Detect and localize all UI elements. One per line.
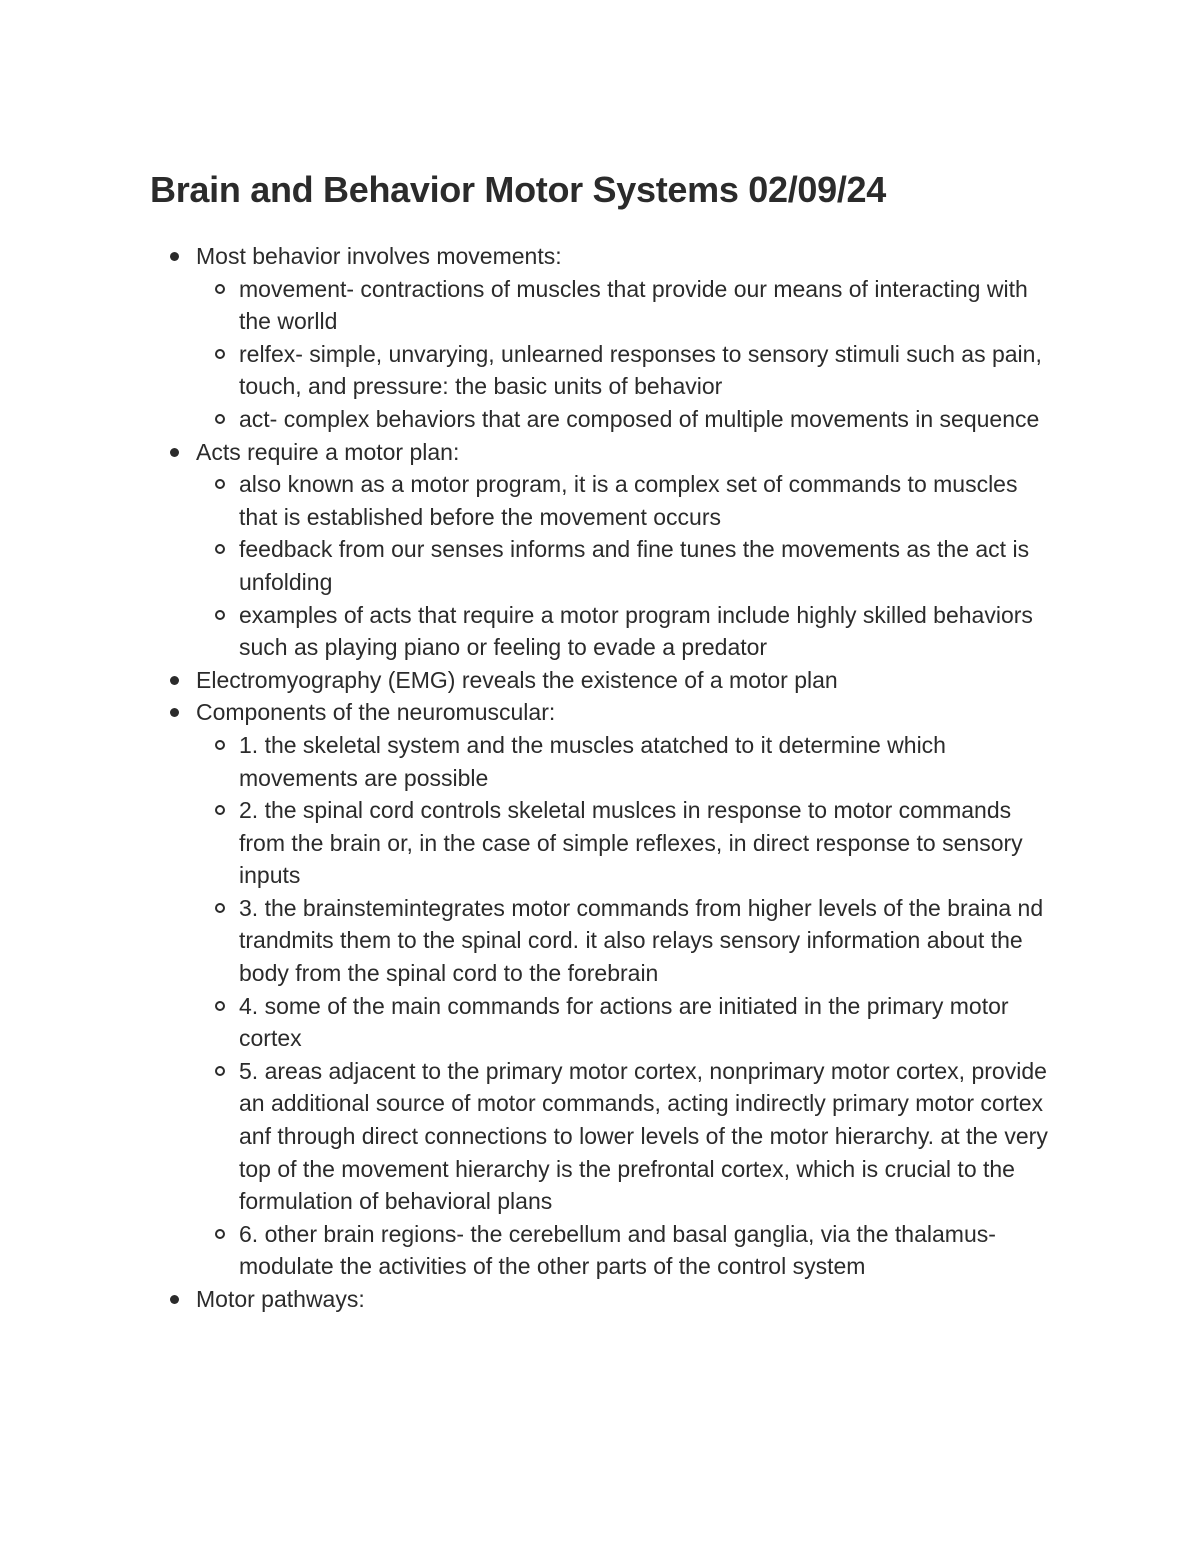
list-item — [150, 436, 1060, 664]
sub-list-item-text: 6. other brain regions- the cerebellum and basal ganglia, via the thalamus- modulate the activities of the other parts of the control system — [239, 1220, 996, 1280]
hollow-bullet-icon — [215, 349, 225, 359]
hollow-bullet-icon — [215, 740, 225, 750]
sub-list-item — [196, 403, 1060, 436]
sub-list-item-text: feedback from our senses informs and fine tunes the movements as the act is unfolding — [239, 536, 1030, 595]
sub-list-item-text: 5. areas adjacent to the primary motor cortex, nonprimary motor cortex, provide an additional source of motor commands, acting indirectly primary motor cortex anf through direct connections to lower levels of the motor hierarchy. at the very top of the movement hierarchy is the prefrontal cortex, which is crucial to the formulation of behavioral plans — [239, 1057, 1048, 1215]
sub-list-item — [196, 1218, 1060, 1283]
hollow-bullet-icon — [215, 1001, 225, 1011]
hollow-bullet-icon — [215, 1229, 225, 1239]
sub-list-item-text: movement- contractions of muscles that provide our means of interacting with the worlld — [239, 275, 1028, 335]
sub-list-item-text: also known as a motor program, it is a complex set of commands to muscles that is established before the movement occurs — [239, 471, 1018, 530]
sub-list-item-text: 2. the spinal cord controls skeletal muslces in response to motor commands from the brain or, in the case of simple reflexes, in direct response to sensory inputs — [239, 797, 1023, 889]
sub-list-item — [196, 1055, 1060, 1218]
hollow-bullet-icon — [215, 284, 225, 294]
sub-list-item-text: examples of acts that require a motor program include highly skilled behaviors such as playing piano or feeling to evade a predator — [239, 601, 1033, 661]
sub-list — [196, 729, 1060, 1283]
list-item — [150, 1283, 1060, 1316]
sub-list — [196, 468, 1060, 664]
bullet-list — [150, 240, 1060, 1316]
sub-list-item — [196, 338, 1060, 403]
sub-list-item — [196, 273, 1060, 338]
sub-list-item — [196, 729, 1060, 794]
sub-list-item — [196, 468, 1060, 533]
document-page — [150, 168, 1060, 1316]
sub-list-item — [196, 892, 1060, 990]
list-item-text: Most behavior involves movements: — [196, 243, 562, 269]
sub-list-item-text: 4. some of the main commands for actions are initiated in the primary motor cortex — [239, 992, 1009, 1052]
sub-list-item-text: relfex- simple, unvarying, unlearned responses to sensory stimuli such as pain, touch, and pressure: the basic units of behavior — [239, 340, 1042, 400]
list-item-text: Components of the neuromuscular: — [196, 699, 556, 726]
sub-list-item — [196, 533, 1060, 598]
filled-bullet-icon — [170, 448, 179, 457]
hollow-bullet-icon — [215, 544, 225, 554]
list-item-text: Acts require a motor plan: — [196, 438, 460, 465]
filled-bullet-icon — [170, 1295, 179, 1304]
hollow-bullet-icon — [215, 805, 225, 815]
hollow-bullet-icon — [215, 610, 225, 620]
list-item — [150, 664, 1060, 697]
filled-bullet-icon — [170, 252, 179, 261]
hollow-bullet-icon — [215, 1066, 225, 1076]
sub-list-item — [196, 794, 1060, 892]
filled-bullet-icon — [170, 676, 179, 685]
sub-list-item — [196, 990, 1060, 1055]
list-item-text: Motor pathways: — [196, 1286, 365, 1312]
hollow-bullet-icon — [215, 903, 225, 913]
sub-list-item — [196, 599, 1060, 664]
list-item — [150, 696, 1060, 1283]
sub-list-item-text: act- complex behaviors that are composed of multiple movements in sequence — [239, 405, 1040, 432]
hollow-bullet-icon — [215, 479, 225, 489]
list-item-text: Electromyography (EMG) reveals the existence of a motor plan — [196, 666, 838, 693]
sub-list — [196, 273, 1060, 436]
filled-bullet-icon — [170, 708, 179, 717]
page-title: Brain and Behavior Motor Systems 02/09/24 — [150, 169, 886, 210]
list-item — [150, 240, 1060, 436]
hollow-bullet-icon — [215, 414, 225, 424]
sub-list-item-text: 1. the skeletal system and the muscles atatched to it determine which movements are possible — [239, 731, 946, 791]
sub-list-item-text: 3. the brainstemintegrates motor commands from higher levels of the braina nd trandmits them to the spinal cord. it also relays sensory information about the body from the spinal cord to the forebrain — [239, 894, 1044, 987]
